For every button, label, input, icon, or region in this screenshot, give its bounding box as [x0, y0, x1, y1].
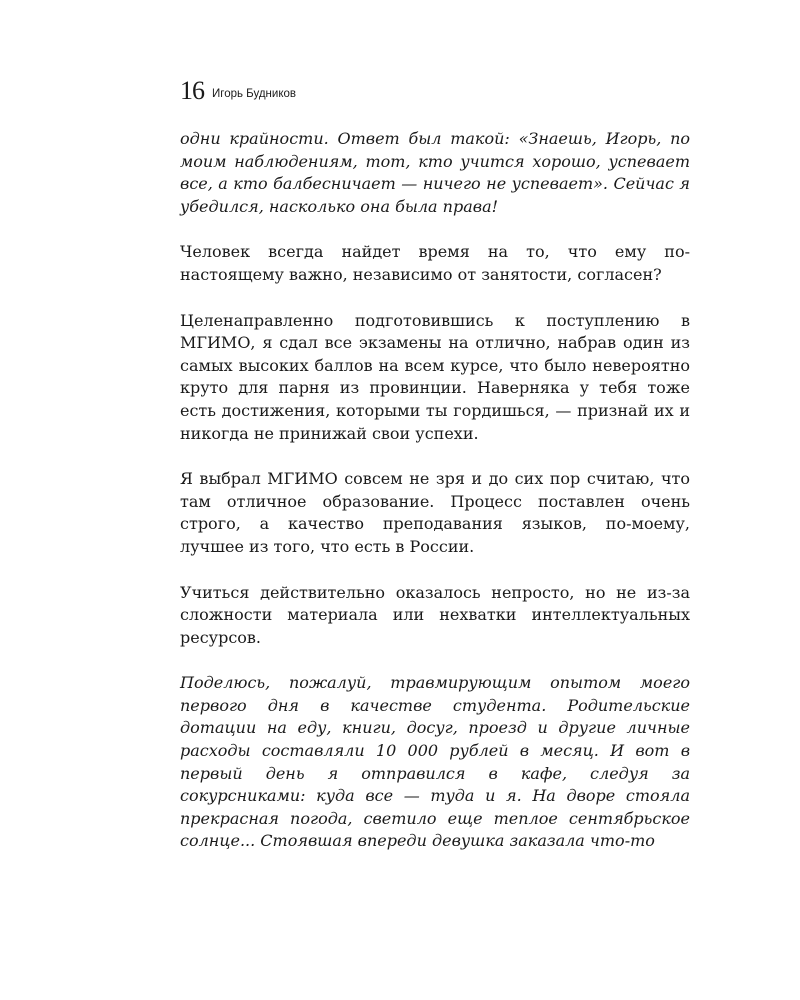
page-number: 16 — [180, 76, 204, 105]
paragraph: Учиться действительно оказалось непросто, но не из-за сложности материала или нехватки интеллектуальных ресурсов. — [180, 582, 690, 647]
paragraph-anecdote: Поделюсь, пожалуй, травмирующим опытом моего первого дня в качестве студента. Родительские дотации на еду, книги, досуг, проезд и другие личные расходы составляли 10 000 рублей в месяц. И вот в первый день я отправился в кафе, следуя за сокурсниками: куда все — туда и я. На дворе стояла прекрасная погода, светило еще теплое сентябрьское солнце... Стоявшая впереди девушка заказала что-то — [180, 673, 690, 851]
paragraph-quote: одни крайности. Ответ был такой: «Знаешь, Игорь, по моим наблюдениям, тот, кто учится хорошо, успевает все, а кто балбесничает — ничего не успевает». Сейчас я убедился, насколько она была права! — [180, 129, 690, 216]
paragraph: Я выбрал МГИМО совсем не зря и до сих пор считаю, что там отличное образование. Процесс поставлен очень строго, а качество преподавания языков, по-моему, лучшее из того, что есть в России. — [180, 469, 690, 556]
paragraph: Целенаправленно подготовившись к поступлению в МГИМО, я сдал все экзамены на отлично, набрав один из самых высоких баллов на всем курсе, что было невероятно круто для парня из провинции. Наверняка у тебя тоже есть достижения, которыми ты гордишься, — признай их и никогда не принижай свои успехи. — [180, 310, 690, 443]
body-text — [180, 128, 690, 876]
running-head-author: Игорь Будников — [212, 88, 296, 100]
page-header — [180, 70, 296, 104]
paragraph: Человек всегда найдет время на то, что ему по-настоящему важно, независимо от занятости, согласен? — [180, 242, 690, 284]
